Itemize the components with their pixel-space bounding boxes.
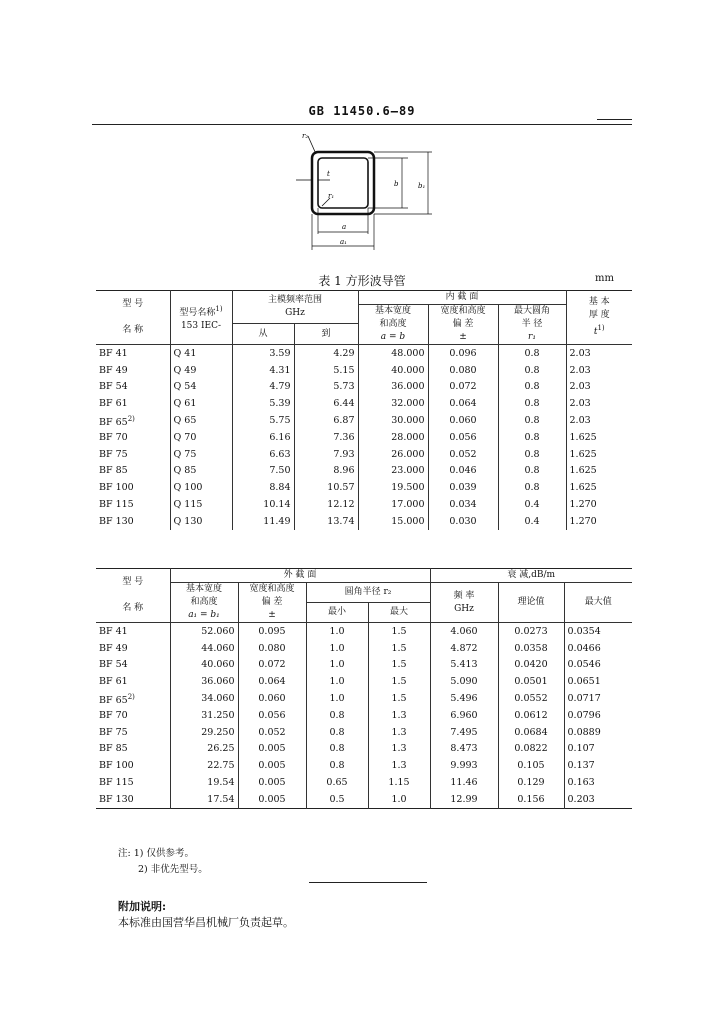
t1-cell-iec: Q 130	[170, 513, 232, 530]
t1-cell-thickness: 2.03	[569, 381, 591, 393]
t1-header-inner: 内 截 面	[358, 291, 566, 305]
t1-cell-radius: 0.8	[498, 345, 566, 362]
t2-cell-outer-ab: 31.250	[170, 707, 238, 724]
t1-cell-inner-ab: 30.000	[358, 412, 428, 429]
t1-cell-iec: Q 41	[170, 345, 232, 362]
t2-cell-type: BF 70	[96, 707, 170, 724]
t1-cell-iec: Q 100	[170, 479, 232, 496]
t2-cell-type: BF 130	[96, 791, 170, 808]
t2-cell-tolerance: 0.064	[238, 673, 306, 690]
table-row	[96, 345, 632, 362]
t1-cell-radius: 0.8	[498, 446, 566, 463]
footnotes	[118, 846, 208, 878]
t2-cell-rmax: 1.5	[368, 623, 430, 640]
t1-cell-thickness: 2.03	[569, 347, 591, 359]
t2-cell-rmax: 1.5	[368, 640, 430, 657]
t2-cell-freq: 4.872	[430, 640, 498, 657]
table-row	[96, 757, 632, 774]
t1-cell-tolerance: 0.096	[428, 345, 498, 362]
t2-cell-max: 0.137	[567, 760, 595, 772]
t1-cell-freq-from: 11.49	[232, 513, 294, 530]
t1-cell-thickness: 2.03	[569, 364, 591, 376]
t1-header-freq-to: 到	[294, 324, 358, 345]
t2-cell-rmax: 1.3	[368, 707, 430, 724]
header-rule-short	[597, 119, 632, 120]
t2-cell-freq: 12.99	[430, 791, 498, 808]
t1-cell-freq-from: 6.63	[232, 446, 294, 463]
t2-cell-outer-ab: 52.060	[170, 623, 238, 640]
t1-cell-iec: Q 65	[170, 412, 232, 429]
t1-cell-thickness: 1.625	[569, 465, 597, 477]
t2-cell-max: 0.203	[567, 793, 595, 805]
t1-cell-freq-from: 5.75	[232, 412, 294, 429]
t2-cell-freq: 9.993	[430, 757, 498, 774]
t1-cell-freq-to: 4.29	[294, 345, 358, 362]
t2-cell-rmin: 1.0	[306, 657, 368, 674]
t2-cell-theory: 0.0822	[498, 741, 564, 758]
table-row	[96, 657, 632, 674]
t2-cell-theory: 0.105	[498, 757, 564, 774]
t2-cell-tolerance: 0.095	[238, 623, 306, 640]
t2-cell-outer-ab: 34.060	[170, 690, 238, 707]
inner-outline	[318, 158, 368, 208]
t1-cell-thickness: 1.625	[569, 448, 597, 460]
table-row	[96, 513, 632, 530]
t2-header-rmin: 最小	[306, 603, 368, 623]
table-unit: mm	[595, 273, 614, 284]
table-row	[96, 379, 632, 396]
table-row	[96, 479, 632, 496]
t2-cell-theory: 0.0358	[498, 640, 564, 657]
t2-cell-freq: 8.473	[430, 741, 498, 758]
t1-cell-radius: 0.4	[498, 496, 566, 513]
t2-cell-type: BF 75	[96, 724, 170, 741]
label-r1: r₁	[328, 192, 335, 200]
t1-cell-tolerance: 0.080	[428, 362, 498, 379]
t1-cell-tolerance: 0.056	[428, 429, 498, 446]
t2-cell-rmax: 1.15	[368, 774, 430, 791]
t1-header-inner-width: 基本宽度 和高度 a = b	[358, 305, 428, 345]
t1-cell-tolerance: 0.072	[428, 379, 498, 396]
t2-cell-rmax: 1.5	[368, 673, 430, 690]
t1-cell-type: BF 130	[96, 513, 170, 530]
t1-cell-type: BF 65$^{2)}$	[96, 412, 170, 429]
t2-cell-tolerance: 0.005	[238, 791, 306, 808]
t1-cell-thickness: 2.03	[569, 415, 591, 427]
table-row	[96, 446, 632, 463]
t1-cell-type: BF 61	[96, 395, 170, 412]
t2-cell-freq: 4.060	[430, 623, 498, 640]
t1-header-type: 型 号 名 称	[96, 291, 170, 345]
t2-cell-theory: 0.0420	[498, 657, 564, 674]
t2-cell-rmin: 0.8	[306, 741, 368, 758]
t2-cell-outer-ab: 36.060	[170, 673, 238, 690]
t1-cell-radius: 0.8	[498, 429, 566, 446]
t2-cell-max: 0.0466	[567, 642, 601, 654]
t1-cell-iec: Q 54	[170, 379, 232, 396]
table-row	[96, 724, 632, 741]
footnote-2: 2) 非优先型号。	[138, 864, 208, 875]
t1-cell-inner-ab: 15.000	[358, 513, 428, 530]
t1-cell-iec: Q 85	[170, 463, 232, 480]
label-t: t	[327, 170, 330, 178]
table-row	[96, 463, 632, 480]
label-b: b	[394, 180, 399, 188]
t2-cell-tolerance: 0.005	[238, 741, 306, 758]
t2-cell-max: 0.0796	[567, 709, 601, 721]
t1-cell-freq-from: 4.79	[232, 379, 294, 396]
t2-cell-outer-ab: 17.54	[170, 791, 238, 808]
t2-cell-freq: 5.413	[430, 657, 498, 674]
t1-cell-inner-ab: 40.000	[358, 362, 428, 379]
t2-cell-rmax: 1.3	[368, 741, 430, 758]
t2-cell-type: BF 65$^{2)}$	[96, 690, 170, 707]
t2-cell-rmax: 1.5	[368, 690, 430, 707]
t2-cell-max: 0.107	[567, 743, 595, 755]
t1-cell-freq-to: 5.15	[294, 362, 358, 379]
t2-cell-theory: 0.0501	[498, 673, 564, 690]
t1-cell-thickness: 1.625	[569, 431, 597, 443]
t1-cell-radius: 0.8	[498, 362, 566, 379]
standard-number: GB 11450.6—89	[308, 104, 416, 118]
t1-cell-radius: 0.8	[498, 412, 566, 429]
t2-cell-freq: 5.496	[430, 690, 498, 707]
table-row	[96, 791, 632, 808]
t1-cell-inner-ab: 19.500	[358, 479, 428, 496]
t1-cell-freq-to: 6.44	[294, 395, 358, 412]
t1-cell-type: BF 54	[96, 379, 170, 396]
t1-cell-radius: 0.4	[498, 513, 566, 530]
t1-cell-iec: Q 75	[170, 446, 232, 463]
t2-cell-type: BF 49	[96, 640, 170, 657]
t2-cell-max: 0.163	[567, 777, 595, 789]
label-a: a	[342, 223, 347, 231]
t2-header-attenuation: 衰 减,dB/m	[430, 569, 632, 583]
table-row	[96, 362, 632, 379]
t1-cell-type: BF 70	[96, 429, 170, 446]
t2-header-freq: 频 率 GHz	[430, 583, 498, 623]
table-row	[96, 412, 632, 429]
t1-cell-freq-to: 8.96	[294, 463, 358, 480]
table-row	[96, 741, 632, 758]
t1-cell-tolerance: 0.052	[428, 446, 498, 463]
t2-cell-theory: 0.0552	[498, 690, 564, 707]
t1-header-iec: 型号名称$^{1)}$ 153 IEC-	[170, 291, 232, 345]
t2-cell-freq: 11.46	[430, 774, 498, 791]
t2-header-outer: 外 截 面	[170, 569, 430, 583]
t1-cell-radius: 0.8	[498, 479, 566, 496]
t1-header-freq: 主模频率范围 GHz	[232, 291, 358, 324]
t2-cell-theory: 0.0684	[498, 724, 564, 741]
t1-cell-freq-to: 6.87	[294, 412, 358, 429]
t2-cell-theory: 0.129	[498, 774, 564, 791]
table-row	[96, 673, 632, 690]
t2-cell-theory: 0.0612	[498, 707, 564, 724]
t2-header-outer-width: 基本宽度 和高度 a₁ = b₁	[170, 583, 238, 623]
t2-cell-rmax: 1.3	[368, 757, 430, 774]
t2-cell-rmin: 1.0	[306, 623, 368, 640]
waveguide-cross-section-figure	[290, 128, 450, 258]
t1-cell-type: BF 115	[96, 496, 170, 513]
t1-cell-type: BF 49	[96, 362, 170, 379]
t2-cell-rmin: 0.8	[306, 707, 368, 724]
t2-cell-tolerance: 0.080	[238, 640, 306, 657]
t1-cell-freq-from: 5.39	[232, 395, 294, 412]
t2-header-theory: 理论值	[498, 583, 564, 623]
t1-cell-type: BF 100	[96, 479, 170, 496]
t1-cell-tolerance: 0.060	[428, 412, 498, 429]
t1-cell-inner-ab: 26.000	[358, 446, 428, 463]
t1-cell-freq-from: 8.84	[232, 479, 294, 496]
label-b1: b₁	[418, 182, 426, 190]
t1-cell-radius: 0.8	[498, 379, 566, 396]
t2-header-radius: 圆角半径 r₂	[306, 583, 430, 603]
label-r2: r₂	[302, 132, 309, 140]
additional-notes-text: 本标准由国营华昌机械厂负责起草。	[118, 916, 294, 929]
table-row	[96, 395, 632, 412]
t2-cell-max: 0.0717	[567, 693, 601, 705]
t1-cell-freq-to: 10.57	[294, 479, 358, 496]
inner-section-table	[96, 290, 632, 530]
t2-cell-rmin: 1.0	[306, 640, 368, 657]
t2-header-tolerance: 宽度和高度 偏 差 ±	[238, 583, 306, 623]
t1-cell-tolerance: 0.064	[428, 395, 498, 412]
t2-cell-tolerance: 0.056	[238, 707, 306, 724]
t2-cell-tolerance: 0.005	[238, 774, 306, 791]
t2-cell-rmax: 1.0	[368, 791, 430, 808]
t1-cell-inner-ab: 28.000	[358, 429, 428, 446]
t2-cell-tolerance: 0.052	[238, 724, 306, 741]
t2-cell-freq: 6.960	[430, 707, 498, 724]
table-row	[96, 623, 632, 640]
t1-cell-iec: Q 49	[170, 362, 232, 379]
t2-cell-theory: 0.156	[498, 791, 564, 808]
t1-cell-freq-from: 10.14	[232, 496, 294, 513]
t1-cell-inner-ab: 36.000	[358, 379, 428, 396]
t2-cell-rmin: 0.8	[306, 724, 368, 741]
table-row	[96, 707, 632, 724]
t2-cell-tolerance: 0.060	[238, 690, 306, 707]
t1-cell-freq-from: 3.59	[232, 345, 294, 362]
header-rule	[92, 124, 632, 125]
table-row	[96, 429, 632, 446]
t2-cell-type: BF 54	[96, 657, 170, 674]
t2-cell-type: BF 100	[96, 757, 170, 774]
additional-notes-title: 附加说明:	[118, 900, 167, 913]
t1-cell-freq-to: 7.93	[294, 446, 358, 463]
t1-header-tolerance: 宽度和高度 偏 差 ±	[428, 305, 498, 345]
t1-cell-tolerance: 0.030	[428, 513, 498, 530]
table-row	[96, 496, 632, 513]
t2-cell-tolerance: 0.072	[238, 657, 306, 674]
t1-cell-inner-ab: 32.000	[358, 395, 428, 412]
t1-cell-radius: 0.8	[498, 463, 566, 480]
t1-cell-inner-ab: 48.000	[358, 345, 428, 362]
table-row	[96, 774, 632, 791]
t1-cell-thickness: 1.270	[569, 515, 597, 527]
t1-cell-type: BF 85	[96, 463, 170, 480]
t1-cell-iec: Q 61	[170, 395, 232, 412]
t2-header-rmax: 最大	[368, 603, 430, 623]
outer-section-table	[96, 568, 632, 809]
t1-cell-inner-ab: 23.000	[358, 463, 428, 480]
t2-cell-type: BF 61	[96, 673, 170, 690]
table-caption: 表 1 方形波导管	[318, 274, 406, 288]
t1-header-thickness: 基 本 厚 度 $t^{1)}$	[566, 291, 632, 345]
t2-cell-max: 0.0354	[567, 625, 601, 637]
t1-cell-freq-from: 4.31	[232, 362, 294, 379]
t2-cell-rmax: 1.3	[368, 724, 430, 741]
t2-cell-theory: 0.0273	[498, 623, 564, 640]
t2-header-max: 最大值	[564, 583, 632, 623]
t1-cell-freq-to: 7.36	[294, 429, 358, 446]
t2-cell-max: 0.0651	[567, 676, 601, 688]
t2-cell-rmin: 1.0	[306, 690, 368, 707]
outer-outline	[312, 152, 374, 214]
t1-header-freq-from: 从	[232, 324, 294, 345]
t2-cell-rmin: 0.5	[306, 791, 368, 808]
section-divider	[309, 882, 427, 883]
label-a1: a₁	[340, 238, 347, 246]
t1-cell-iec: Q 70	[170, 429, 232, 446]
t2-cell-outer-ab: 19.54	[170, 774, 238, 791]
footnote-1: 注: 1) 仅供参考。	[118, 848, 194, 859]
t2-cell-rmin: 0.65	[306, 774, 368, 791]
t1-cell-freq-from: 7.50	[232, 463, 294, 480]
t2-cell-outer-ab: 26.25	[170, 741, 238, 758]
t1-cell-radius: 0.8	[498, 395, 566, 412]
t1-cell-thickness: 2.03	[569, 398, 591, 410]
t1-header-radius: 最大圆角 半 径 r₁	[498, 305, 566, 345]
t2-cell-freq: 7.495	[430, 724, 498, 741]
t2-cell-type: BF 85	[96, 741, 170, 758]
t2-cell-outer-ab: 44.060	[170, 640, 238, 657]
t2-cell-rmin: 1.0	[306, 673, 368, 690]
table-row	[96, 640, 632, 657]
t2-cell-type: BF 41	[96, 623, 170, 640]
t1-cell-tolerance: 0.046	[428, 463, 498, 480]
t1-cell-thickness: 1.625	[569, 482, 597, 494]
t2-header-type: 型 号 名 称	[96, 569, 170, 623]
t2-cell-rmax: 1.5	[368, 657, 430, 674]
t1-cell-freq-to: 5.73	[294, 379, 358, 396]
t1-cell-type: BF 41	[96, 345, 170, 362]
t1-cell-type: BF 75	[96, 446, 170, 463]
table-row	[96, 690, 632, 707]
t1-cell-freq-to: 13.74	[294, 513, 358, 530]
t1-cell-tolerance: 0.039	[428, 479, 498, 496]
t1-cell-inner-ab: 17.000	[358, 496, 428, 513]
t2-cell-tolerance: 0.005	[238, 757, 306, 774]
t2-cell-max: 0.0889	[567, 726, 601, 738]
t1-cell-tolerance: 0.034	[428, 496, 498, 513]
t1-cell-freq-from: 6.16	[232, 429, 294, 446]
t1-cell-thickness: 1.270	[569, 499, 597, 511]
t2-cell-type: BF 115	[96, 774, 170, 791]
t1-cell-iec: Q 115	[170, 496, 232, 513]
t2-cell-freq: 5.090	[430, 673, 498, 690]
t2-cell-outer-ab: 22.75	[170, 757, 238, 774]
t2-cell-outer-ab: 40.060	[170, 657, 238, 674]
t2-cell-rmin: 0.8	[306, 757, 368, 774]
t1-cell-freq-to: 12.12	[294, 496, 358, 513]
t2-cell-max: 0.0546	[567, 659, 601, 671]
t2-cell-outer-ab: 29.250	[170, 724, 238, 741]
